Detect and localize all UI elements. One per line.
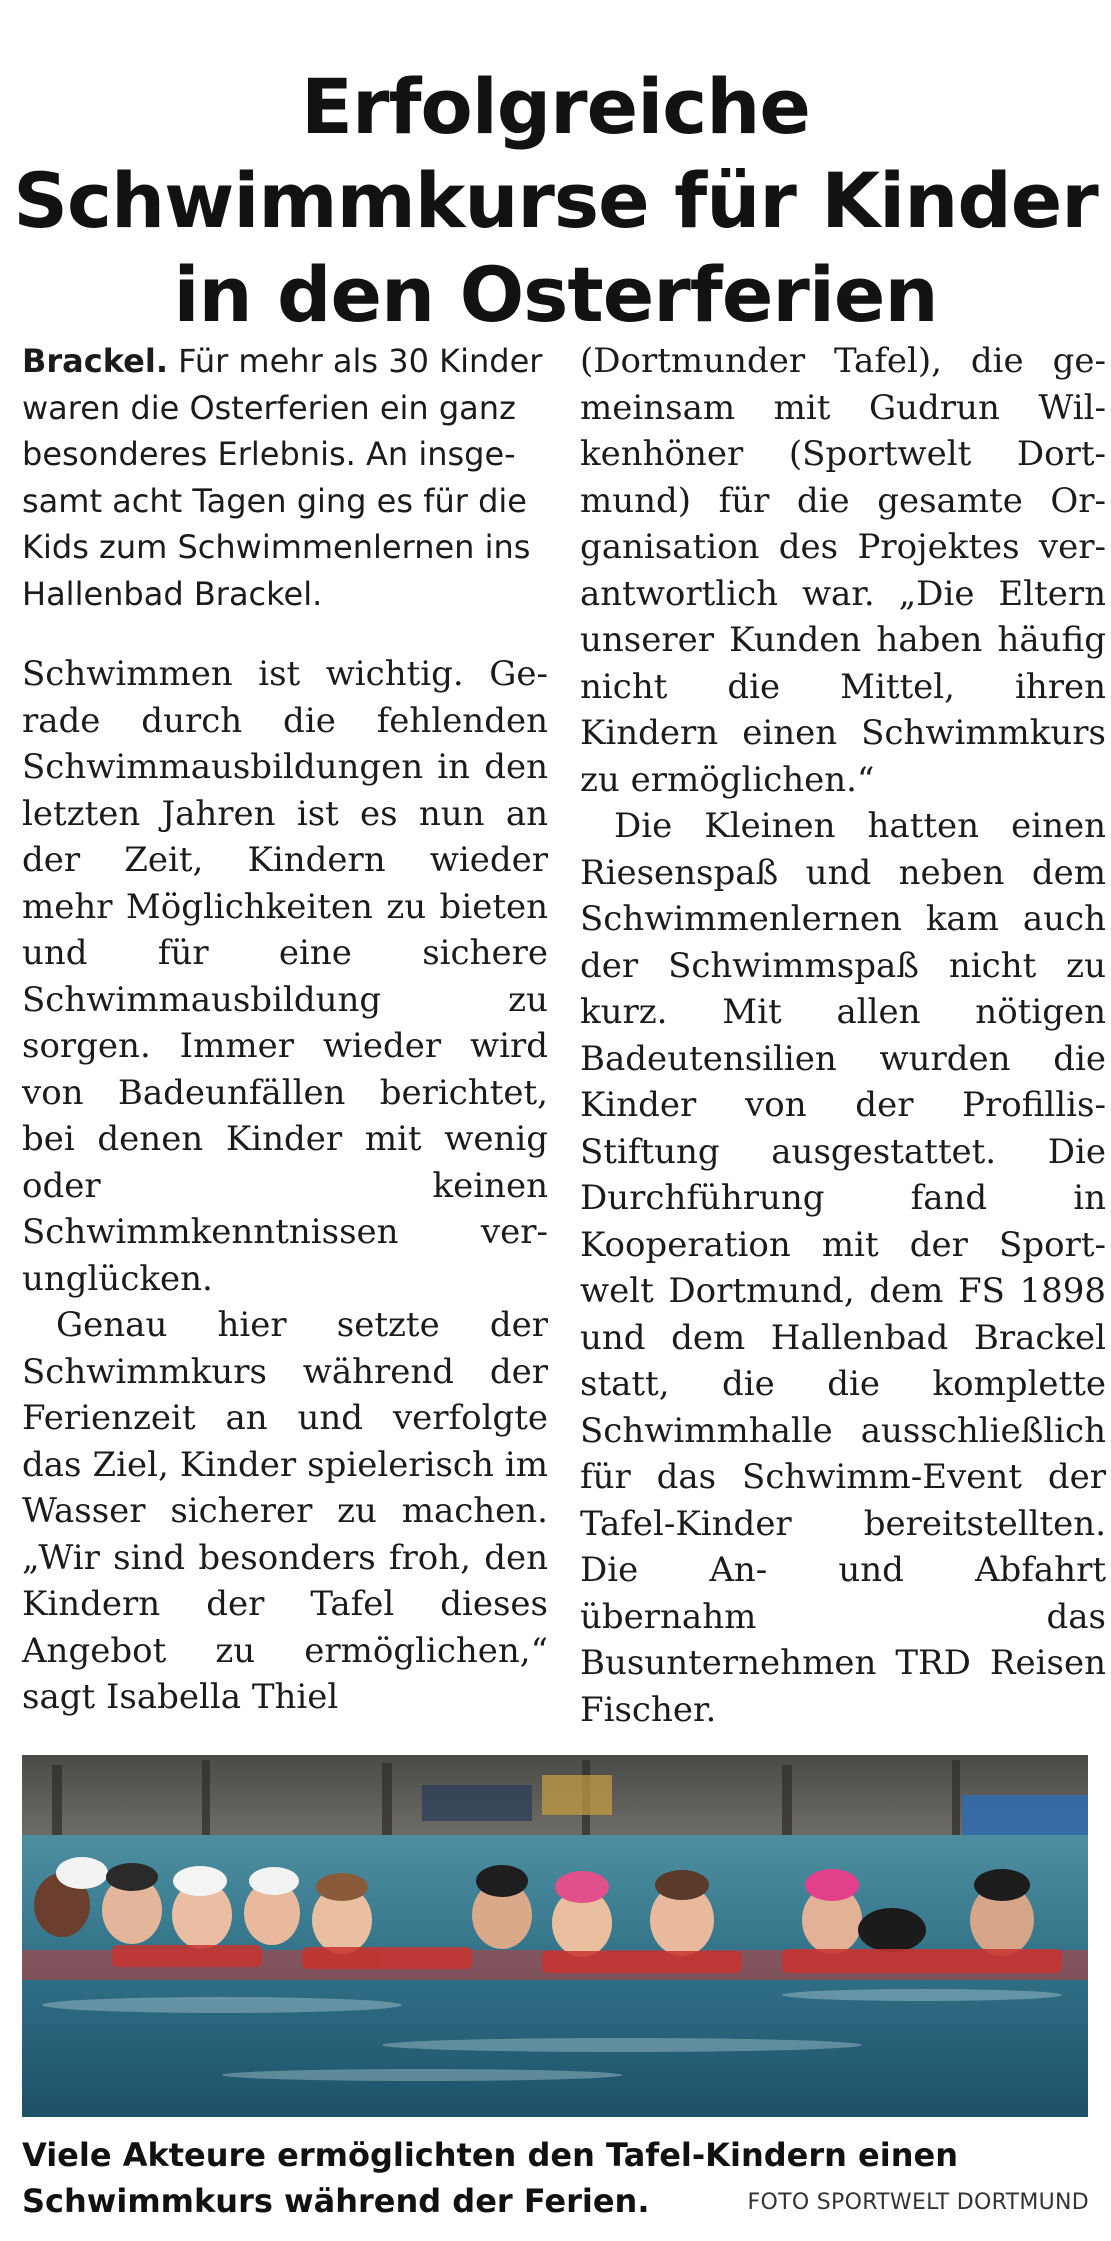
article-photo	[22, 1755, 1088, 2117]
article-column-right	[580, 338, 1106, 1733]
body-paragraph: (Dortmunder Tafel), die gemeinsam mit Gudrun Wilkenhöner (Sportwelt Dortmund) für die gesamte Organisation des Projektes verantwortlich war. „Die Eltern unserer Kunden haben häufig nicht die Mittel, ihren Kindern einen Schwimmkurs zu ermöglichen.“	[580, 341, 1106, 800]
lead-text: Für mehr als 30 Kinder waren die Osterferien ein ganz besonderes Erlebnis. An insgesamt acht Tagen ging es für die Kids zum Schwimmenlernen ins Hallenbad Brackel.	[22, 342, 543, 613]
headline: Erfolgreiche Schwimmkurse für Kinder in den Osterferien	[13, 61, 1098, 339]
photo-credit: FOTO SPORTWELT DORTMUND	[747, 2190, 1089, 2215]
body-paragraph: Genau hier setzte der Schwimmkurs während der Ferienzeit an und verfolgte das Ziel, Kinder spielerisch im Wasser sicherer zu machen. „Wir sind besonders froh, den Kindern der Tafel dieses Angebot zu ermöglichen,“ sagt Isabella Thiel	[22, 1305, 548, 1717]
dateline: Brackel.	[22, 342, 168, 380]
article-column-left	[22, 338, 548, 1721]
body-paragraph: Die Kleinen hatten einen Riesenspaß und neben dem Schwimmenlernen kam auch der Schwimmspaß nicht zu kurz. Mit allen nötigen Badeutensilien wurden die Kinder von der Profillis-Stiftung ausgestattet. Die Durchführung fand in Kooperation mit der Sportwelt Dortmund, dem FS 1898 und dem Hallenbad Brackel statt, die die komplette Schwimmhalle ausschließlich für das Schwimm-Event der Tafel-Kinder bereitstellten. Die An- und Abfahrt übernahm das Busunternehmen TRD Reisen Fischer.	[580, 806, 1106, 1730]
lead-paragraph	[22, 338, 548, 617]
body-paragraph: Schwimmen ist wichtig. Gerade durch die fehlenden Schwimmausbildungen in den letzten Jahren ist es nun an der Zeit, Kindern wieder mehr Möglichkeiten zu bieten und für eine sichere Schwimmausbildung zu sorgen. Immer wieder wird von Badeunfällen berichtet, bei denen Kinder mit wenig oder keinen Schwimmkenntnissen verunglücken.	[22, 654, 548, 1299]
photo-caption: Viele Akteure ermöglichten den Tafel-Kindern einen Schwimmkurs während der Ferien.	[22, 2136, 958, 2220]
